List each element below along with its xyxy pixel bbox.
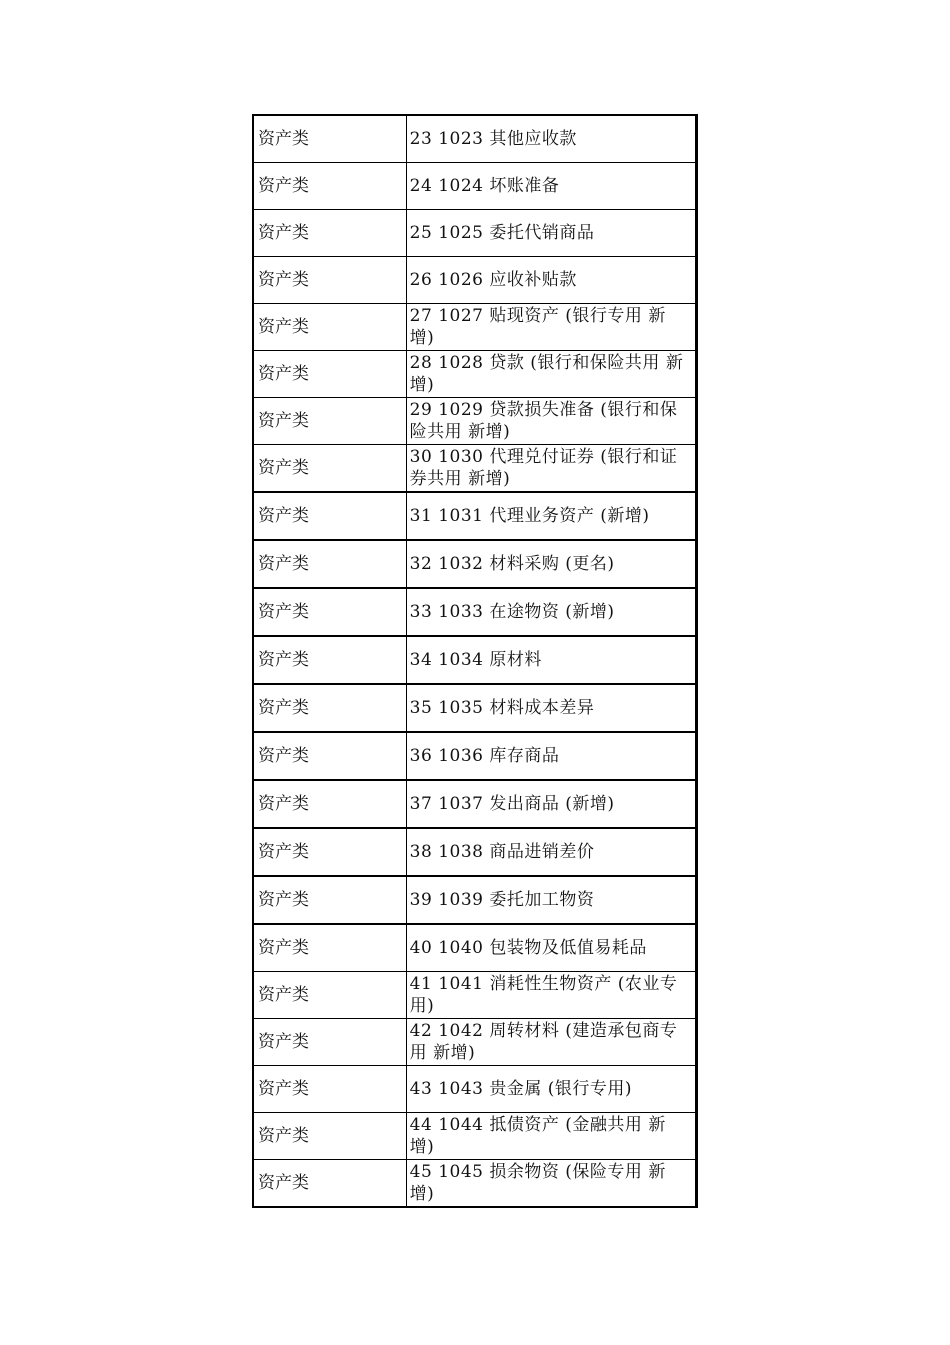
table-row xyxy=(253,210,697,257)
account-cell: 39 1039 委托加工物资 xyxy=(406,876,696,924)
category-cell: 资产类 xyxy=(253,828,406,876)
category-cell: 资产类 xyxy=(253,924,406,972)
account-table xyxy=(252,114,698,1208)
table-row xyxy=(253,828,697,876)
account-cell: 31 1031 代理业务资产 (新增) xyxy=(406,492,696,540)
account-cell: 25 1025 委托代销商品 xyxy=(406,210,696,257)
account-table-body xyxy=(253,115,697,1207)
category-cell: 资产类 xyxy=(253,636,406,684)
category-cell: 资产类 xyxy=(253,732,406,780)
account-cell: 26 1026 应收补贴款 xyxy=(406,257,696,304)
category-cell: 资产类 xyxy=(253,1019,406,1066)
category-cell: 资产类 xyxy=(253,304,406,351)
account-cell: 37 1037 发出商品 (新增) xyxy=(406,780,696,828)
table-row xyxy=(253,304,697,351)
category-cell: 资产类 xyxy=(253,257,406,304)
category-cell: 资产类 xyxy=(253,163,406,210)
account-cell: 45 1045 损余物资 (保险专用 新增) xyxy=(406,1160,696,1208)
table-row xyxy=(253,115,697,163)
table-row xyxy=(253,540,697,588)
table-row xyxy=(253,1019,697,1066)
table-row xyxy=(253,492,697,540)
account-cell: 24 1024 坏账准备 xyxy=(406,163,696,210)
category-cell: 资产类 xyxy=(253,398,406,445)
table-row xyxy=(253,972,697,1019)
category-cell: 资产类 xyxy=(253,1160,406,1208)
category-cell: 资产类 xyxy=(253,210,406,257)
account-cell: 38 1038 商品进销差价 xyxy=(406,828,696,876)
category-cell: 资产类 xyxy=(253,492,406,540)
table-row xyxy=(253,163,697,210)
account-cell: 43 1043 贵金属 (银行专用) xyxy=(406,1066,696,1113)
account-cell: 35 1035 材料成本差异 xyxy=(406,684,696,732)
table-row xyxy=(253,257,697,304)
category-cell: 资产类 xyxy=(253,588,406,636)
account-cell: 44 1044 抵债资产 (金融共用 新增) xyxy=(406,1113,696,1160)
category-cell: 资产类 xyxy=(253,351,406,398)
table-row xyxy=(253,924,697,972)
account-cell: 28 1028 贷款 (银行和保险共用 新增) xyxy=(406,351,696,398)
account-cell: 34 1034 原材料 xyxy=(406,636,696,684)
account-cell: 36 1036 库存商品 xyxy=(406,732,696,780)
table-row xyxy=(253,1113,697,1160)
category-cell: 资产类 xyxy=(253,1113,406,1160)
table-row xyxy=(253,876,697,924)
table-row xyxy=(253,636,697,684)
account-cell: 29 1029 贷款损失准备 (银行和保险共用 新增) xyxy=(406,398,696,445)
category-cell: 资产类 xyxy=(253,540,406,588)
table-row xyxy=(253,445,697,493)
account-cell: 30 1030 代理兑付证券 (银行和证券共用 新增) xyxy=(406,445,696,493)
account-cell: 32 1032 材料采购 (更名) xyxy=(406,540,696,588)
account-cell: 42 1042 周转材料 (建造承包商专用 新增) xyxy=(406,1019,696,1066)
table-row xyxy=(253,588,697,636)
category-cell: 资产类 xyxy=(253,115,406,163)
table-row xyxy=(253,684,697,732)
category-cell: 资产类 xyxy=(253,876,406,924)
account-cell: 23 1023 其他应收款 xyxy=(406,115,696,163)
category-cell: 资产类 xyxy=(253,684,406,732)
table-row xyxy=(253,1160,697,1208)
category-cell: 资产类 xyxy=(253,780,406,828)
account-cell: 40 1040 包装物及低值易耗品 xyxy=(406,924,696,972)
account-cell: 33 1033 在途物资 (新增) xyxy=(406,588,696,636)
account-cell: 41 1041 消耗性生物资产 (农业专用) xyxy=(406,972,696,1019)
table-row xyxy=(253,351,697,398)
category-cell: 资产类 xyxy=(253,1066,406,1113)
table-row xyxy=(253,780,697,828)
category-cell: 资产类 xyxy=(253,445,406,493)
table-row xyxy=(253,732,697,780)
table-row xyxy=(253,1066,697,1113)
account-cell: 27 1027 贴现资产 (银行专用 新增) xyxy=(406,304,696,351)
table-row xyxy=(253,398,697,445)
category-cell: 资产类 xyxy=(253,972,406,1019)
